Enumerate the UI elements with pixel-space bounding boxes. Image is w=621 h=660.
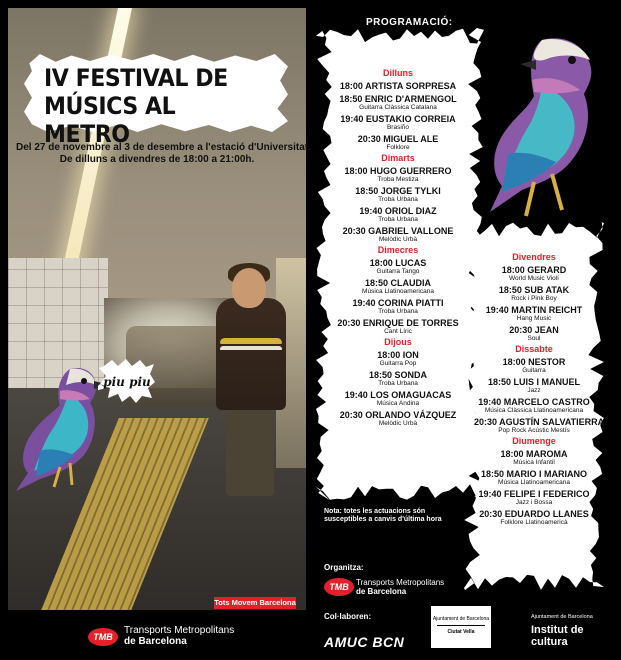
act-genre: Pop Rock Acústic Mestís — [498, 427, 570, 434]
list-item — [334, 226, 462, 243]
programme-header: PROGRAMACIÓ: — [366, 17, 453, 28]
ajuntament-label: Ajuntament de Barcelona — [531, 614, 593, 620]
list-item — [474, 449, 594, 466]
dates-line-1: Del 27 de novembre al 3 de desembre a l'estació d'Universitat. — [16, 142, 311, 153]
act-genre: Troba Urbana — [378, 216, 418, 223]
note-line-1: Nota: totes les actuacions són — [324, 508, 426, 515]
act-time-name: 18:00 GERARD — [501, 265, 567, 275]
act-time-name: 18:00 ARTISTA SORPRESA — [339, 81, 457, 91]
dates-line-2: De dilluns a divendres de 18:00 a 21:00h. — [59, 154, 255, 165]
act-genre: Brasiño — [386, 124, 410, 131]
tmb-logo-icon: TMB — [88, 628, 118, 646]
list-item — [474, 265, 594, 282]
tmb-line-1: Transports Metropolitans — [356, 578, 445, 587]
act-time-name: 19:40 MARCELO CASTRO — [478, 397, 590, 407]
ajuntament-label: Ajuntament de Barcelona — [432, 616, 490, 622]
list-item — [334, 298, 462, 315]
act-genre: Música Infantil — [513, 459, 555, 466]
act-time-name: 19:40 MARTIN REICHT — [485, 305, 583, 315]
act-time-name: 20:30 ORLANDO VÁZQUEZ — [339, 410, 457, 420]
jacket-stripe — [220, 338, 282, 344]
list-item — [334, 390, 462, 407]
man-jacket — [216, 298, 286, 410]
list-item — [334, 410, 462, 427]
list-item — [474, 417, 605, 434]
divider — [437, 625, 485, 626]
act-genre: Música Llatinoamericana — [362, 288, 434, 295]
act-time-name: 20:30 MIGUEL ALE — [357, 134, 439, 144]
tmb-line-2: de Barcelona — [124, 636, 187, 647]
act-genre: Melòdic Urbà — [378, 236, 418, 243]
list-item — [474, 377, 594, 394]
act-genre: Jazz — [527, 387, 541, 394]
ajuntament-ciutat-vella-logo — [431, 606, 491, 648]
act-time-name: 18:50 JORGE TYLKI — [355, 186, 441, 196]
man-legs — [226, 408, 274, 496]
list-item — [474, 325, 594, 342]
tagline-badge: Tots Movem Barcelona — [214, 598, 296, 607]
amuc-logo: AMUC BCN — [324, 634, 405, 650]
list-item — [334, 134, 462, 151]
act-time-name: 20:30 EDUARDO LLANES — [479, 509, 589, 519]
act-time-name: 18:00 LUCAS — [369, 258, 427, 268]
ciutat-vella-label: Ciutat Vella — [447, 629, 475, 635]
festival-title — [44, 64, 265, 148]
act-time-name: 18:50 MARIO I MARIANO — [480, 469, 587, 479]
day-heading: Dimecres — [377, 245, 419, 255]
list-item — [334, 114, 462, 131]
list-item — [334, 81, 462, 91]
list-item — [474, 305, 594, 322]
act-time-name: 19:40 ORIOL DIAZ — [359, 206, 437, 216]
act-genre: Folklore Llatinoamericà — [500, 519, 568, 526]
act-genre: Melòdic Urbà — [378, 420, 418, 427]
roller-bird-icon — [472, 30, 612, 230]
act-genre: Cant Líric — [384, 328, 412, 335]
act-time-name: 18:00 HUGO GUERRERO — [344, 166, 452, 176]
day-heading: Dijous — [384, 337, 412, 347]
act-genre: Música Andina — [376, 400, 420, 407]
tmb-line-2: de Barcelona — [356, 587, 407, 596]
list-item — [474, 285, 594, 302]
list-item — [334, 94, 462, 111]
tmb-logo-icon: TMB — [324, 578, 354, 596]
day-heading: Diumenge — [512, 436, 556, 446]
list-item — [334, 350, 462, 367]
list-item — [334, 166, 462, 183]
act-time-name: 20:30 GABRIEL VALLONE — [342, 226, 454, 236]
act-time-name: 18:50 CLAUDIA — [364, 278, 431, 288]
tmb-name — [124, 625, 234, 647]
act-genre: Troba Mestiza — [377, 176, 419, 183]
act-time-name: 18:00 MAROMA — [500, 449, 568, 459]
list-item — [334, 370, 462, 387]
act-genre: Jazz i Bossa — [515, 499, 553, 506]
list-item — [334, 318, 462, 335]
act-time-name: 19:40 CORINA PIATTI — [352, 298, 444, 308]
list-item — [334, 258, 462, 275]
list-item — [474, 397, 594, 414]
day-heading: Dimarts — [381, 153, 415, 163]
man-head — [232, 268, 266, 308]
act-time-name: 19:40 EUSTAKIO CORREIA — [340, 114, 456, 124]
act-genre: World Music Violí — [509, 275, 559, 282]
programme-list-weekend — [474, 250, 605, 526]
act-genre: Música Llatinoamericana — [498, 479, 570, 486]
act-time-name: 20:30 AGUSTÍN SALVATIERRA — [474, 417, 605, 427]
act-genre: Troba Urbana — [378, 380, 418, 387]
act-time-name: 18:00 NESTOR — [502, 357, 566, 367]
act-genre: Soul — [527, 335, 541, 342]
act-time-name: 18:00 ION — [377, 350, 419, 360]
title-line-2: MÚSICS AL METRO — [44, 92, 176, 148]
festival-dates — [16, 142, 311, 166]
institut-cultura-logo — [531, 614, 621, 648]
act-genre: Folklore — [386, 144, 410, 151]
programme-list-weekdays — [334, 66, 462, 427]
jacket-stripe — [220, 346, 282, 350]
act-genre: Rock i Pink Boy — [511, 295, 557, 302]
act-genre: Hang Music — [516, 315, 552, 322]
act-time-name: 18:50 LUIS I MANUEL — [487, 377, 581, 387]
list-item — [474, 469, 594, 486]
act-time-name: 18:50 SONDA — [368, 370, 428, 380]
act-genre: Guitarra Tango — [376, 268, 420, 275]
act-genre: Troba Urbana — [378, 196, 418, 203]
act-genre: Guitarra — [522, 367, 546, 374]
act-genre: Guitarra Clàssica Catalana — [359, 104, 437, 111]
act-time-name: 18:50 SUB ATAK — [498, 285, 570, 295]
list-item — [334, 186, 462, 203]
list-item — [474, 489, 594, 506]
tmb-name — [356, 578, 444, 596]
day-heading: Dilluns — [382, 68, 413, 78]
day-heading: Divendres — [512, 252, 556, 262]
title-line-1: IV FESTIVAL DE — [44, 64, 228, 92]
list-item — [334, 206, 462, 223]
act-time-name: 20:30 JEAN — [509, 325, 559, 335]
tmb-line-1: Transports Metropolitans — [124, 625, 235, 636]
act-time-name: 19:40 LOS OMAGUACAS — [344, 390, 452, 400]
organitza-label: Organitza: — [324, 563, 364, 572]
act-genre: Troba Urbana — [378, 308, 418, 315]
speech-text: piu piu — [103, 375, 151, 389]
act-time-name: 19:40 FELIPE I FEDERICO — [478, 489, 590, 499]
list-item — [474, 357, 594, 374]
act-genre: Música Clàssica Llatinoamericana — [484, 407, 584, 414]
list-item — [474, 509, 594, 526]
speech-bubble — [98, 358, 156, 404]
collaborators-label: Col·laboren: — [324, 612, 372, 621]
note-line-2: susceptibles a canvis d'última hora — [324, 516, 442, 523]
act-time-name: 18:50 ENRIC D'ARMENGOL — [339, 94, 457, 104]
day-heading: Dissabte — [515, 344, 553, 354]
programme-note — [324, 508, 474, 524]
list-item — [334, 278, 462, 295]
institut-cultura-label: Institut de cultura — [531, 624, 584, 648]
act-genre: Guitarra Pop — [379, 360, 417, 367]
act-time-name: 20:30 ENRIQUE DE TORRES — [337, 318, 459, 328]
